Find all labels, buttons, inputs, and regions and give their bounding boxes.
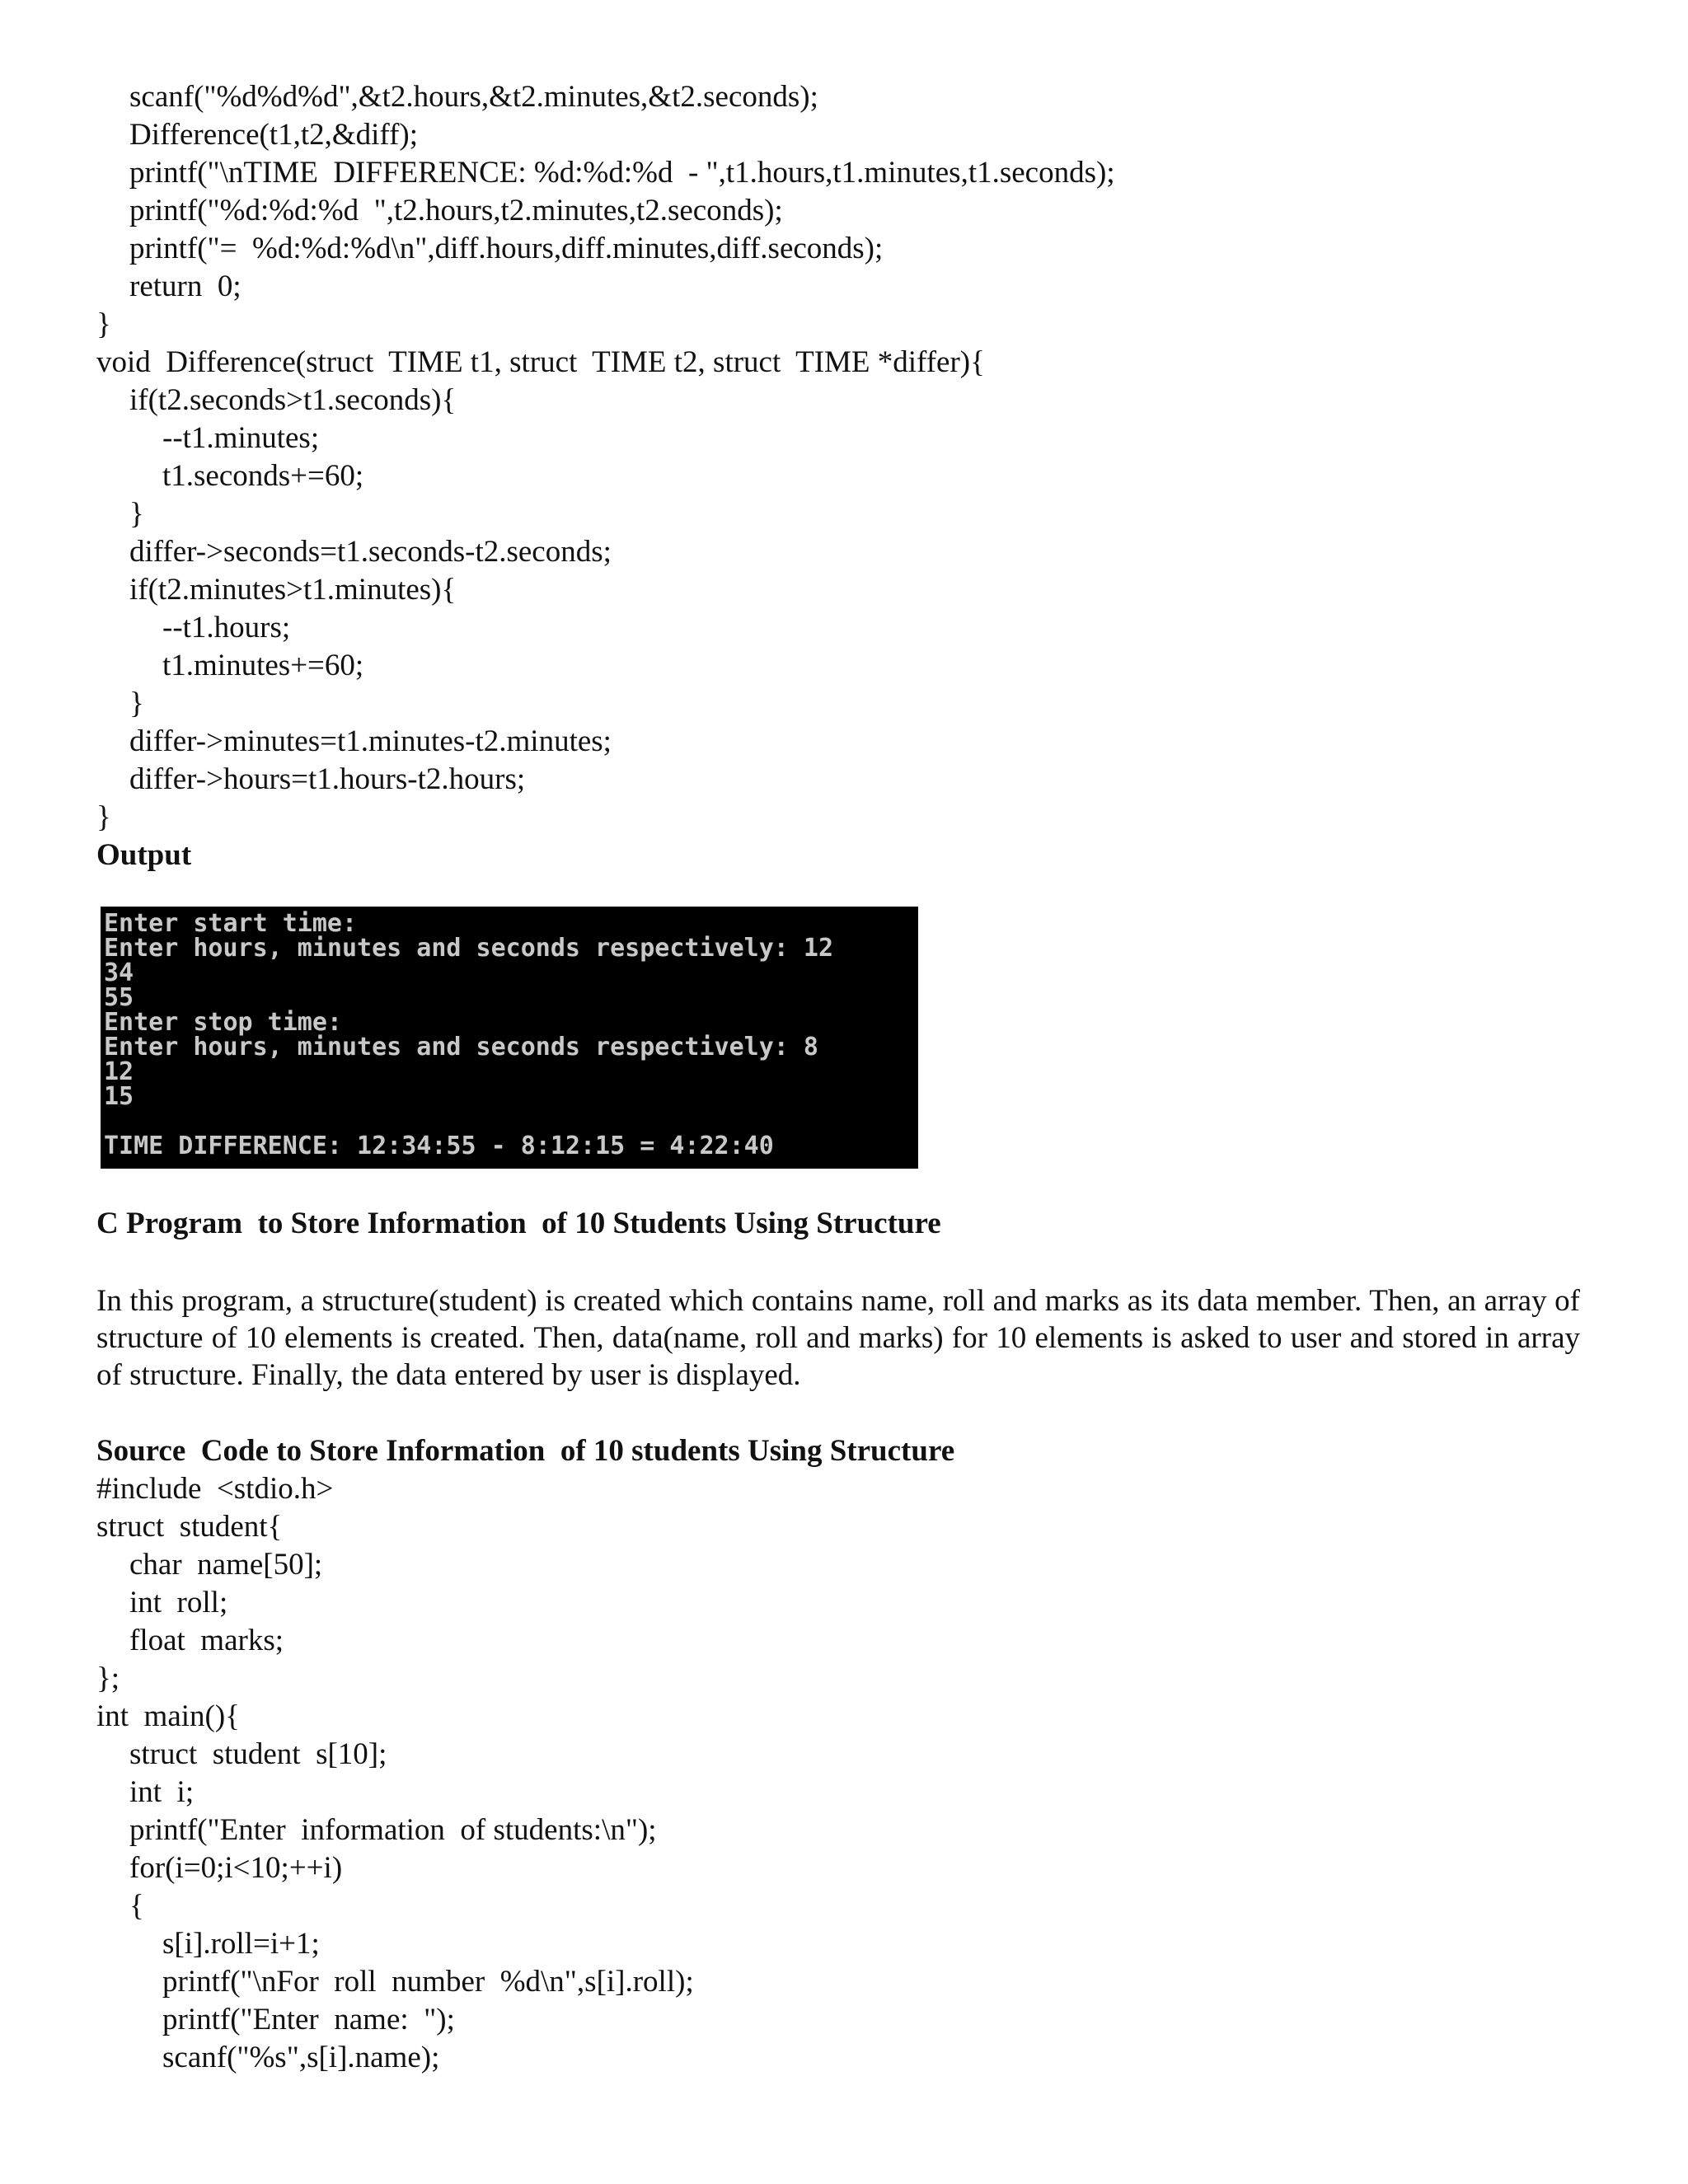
section-title: C Program to Store Information of 10 Students Using Structure	[96, 1207, 941, 1240]
code-line: };	[96, 1661, 120, 1695]
code-line: scanf("%s",s[i].name);	[162, 2041, 440, 2074]
code-line: if(t2.minutes>t1.minutes){	[129, 573, 457, 607]
code-line: return 0;	[129, 269, 241, 303]
code-line: t1.minutes+=60;	[162, 649, 364, 682]
source-code-heading: Source Code to Store Information of 10 students Using Structure	[96, 1434, 955, 1468]
console-line: Enter hours, minutes and seconds respectively: 8	[104, 1033, 818, 1062]
code-line: {	[129, 1889, 144, 1923]
code-line: --t1.minutes;	[162, 421, 320, 455]
code-line: }	[96, 800, 111, 834]
console-line: Enter hours, minutes and seconds respectively: 12	[104, 934, 834, 963]
console-line: Enter stop time:	[104, 1008, 342, 1037]
code-line: int main(){	[96, 1699, 240, 1733]
code-line: printf("Enter information of students:\n");	[129, 1813, 657, 1847]
code-line: printf("Enter name: ");	[162, 2003, 455, 2036]
code-line: s[i].roll=i+1;	[162, 1927, 320, 1961]
code-line: printf("%d:%d:%d ",t2.hours,t2.minutes,t2.seconds);	[129, 194, 783, 227]
code-line: }	[129, 687, 144, 720]
output-heading: Output	[96, 838, 192, 872]
code-line: Difference(t1,t2,&diff);	[129, 118, 419, 152]
code-line: for(i=0;i<10;++i)	[129, 1851, 343, 1885]
console-line: TIME DIFFERENCE: 12:34:55 - 8:12:15 = 4:22:40	[104, 1132, 774, 1160]
code-line: differ->seconds=t1.seconds-t2.seconds;	[129, 535, 612, 569]
code-line: float marks;	[129, 1624, 284, 1657]
console-line: 55	[104, 983, 134, 1012]
console-line: Enter start time:	[104, 909, 358, 938]
code-line: if(t2.seconds>t1.seconds){	[129, 383, 457, 417]
code-line: }	[96, 307, 111, 341]
console-line: 34	[104, 958, 134, 987]
console-line: 12	[104, 1057, 134, 1086]
console-output-screenshot	[101, 907, 918, 1169]
code-line: void Difference(struct TIME t1, struct TIME t2, struct TIME *differ){	[96, 345, 985, 379]
code-line: int roll;	[129, 1586, 228, 1619]
code-line: int i;	[129, 1775, 195, 1809]
code-line: struct student s[10];	[129, 1737, 387, 1771]
code-line: --t1.hours;	[162, 611, 291, 644]
code-line: t1.seconds+=60;	[162, 459, 364, 493]
code-line: char name[50];	[129, 1548, 323, 1582]
code-line: printf("= %d:%d:%d\n",diff.hours,diff.minutes,diff.seconds);	[129, 232, 884, 265]
code-line: #include <stdio.h>	[96, 1472, 334, 1506]
code-line: printf("\nTIME DIFFERENCE: %d:%d:%d - ",t1.hours,t1.minutes,t1.seconds);	[129, 156, 1115, 190]
code-line: printf("\nFor roll number %d\n",s[i].roll);	[162, 1965, 694, 1999]
console-line: 15	[104, 1082, 134, 1111]
description-paragraph: In this program, a structure(student) is created which contains name, roll and marks as its data member. Then, an array of structure of 10 elements is created. Then, data(name, roll and marks) for 10 elements is asked to user and stored in array of structure. Finally, the data entered by user is displayed.	[96, 1284, 1580, 1392]
code-line: differ->hours=t1.hours-t2.hours;	[129, 762, 526, 796]
code-line: differ->minutes=t1.minutes-t2.minutes;	[129, 724, 612, 758]
code-line: struct student{	[96, 1510, 283, 1544]
code-line: }	[129, 497, 144, 531]
code-line: scanf("%d%d%d",&t2.hours,&t2.minutes,&t2.seconds);	[129, 80, 818, 114]
